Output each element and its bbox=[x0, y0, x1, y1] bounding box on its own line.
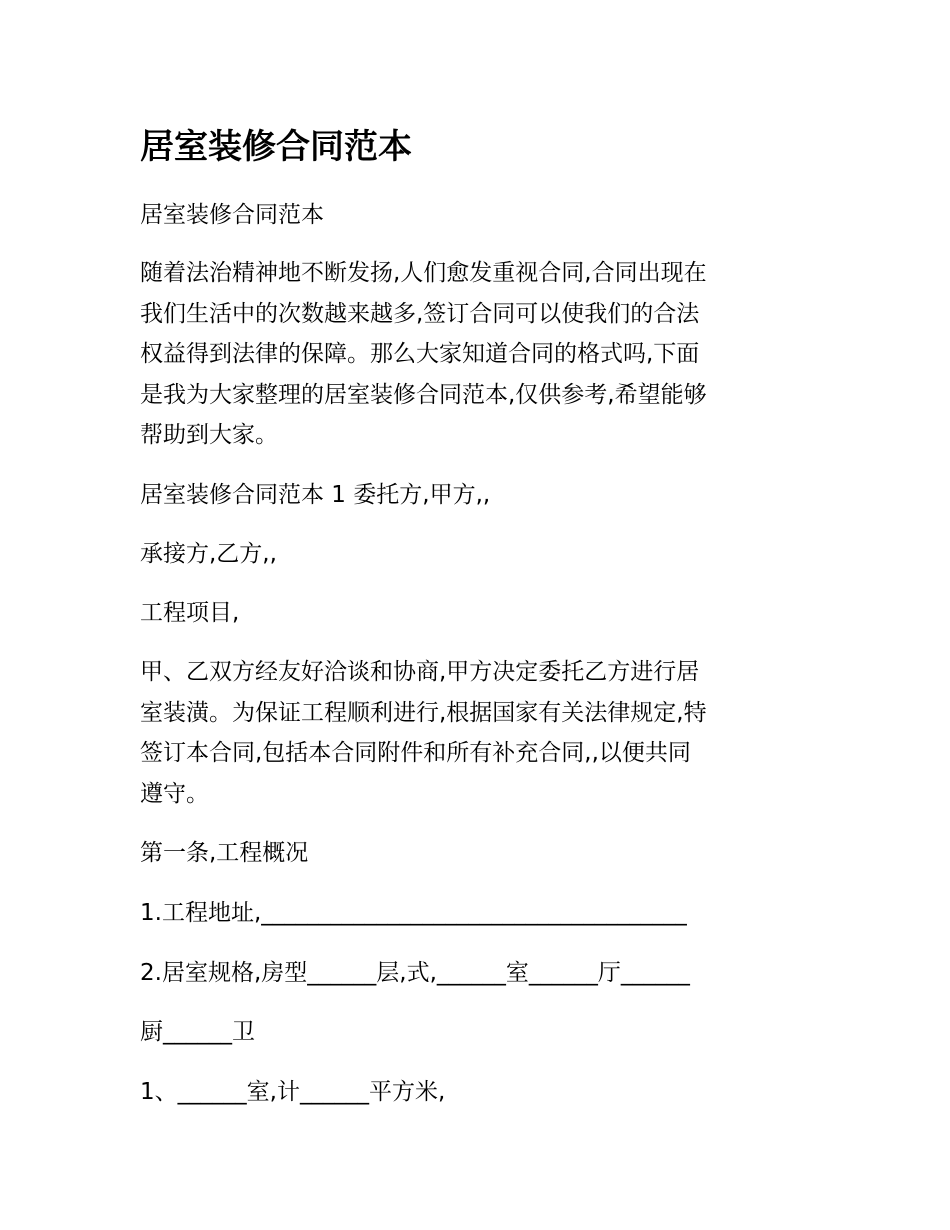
intro-line: 随着法治精神地不断发扬,人们愈发重视合同,合同出现在 bbox=[140, 260, 707, 286]
item-address: 1.工程地址,_____________________________________ bbox=[140, 900, 687, 926]
contractor-line: 承接方,乙方,, bbox=[140, 541, 277, 567]
intro-line: 我们生活中的次数越来越多,签订合同可以使我们的合法 bbox=[140, 300, 700, 327]
intro-line: 是我为大家整理的居室装修合同范本,仅供参考,希望能够 bbox=[140, 381, 707, 408]
intro-paragraph bbox=[140, 253, 810, 456]
item-specs: 2.居室规格,房型______层,式,______室______厅______ bbox=[140, 960, 690, 986]
intro-line: 权益得到法律的保障。那么大家知道合同的格式吗,下面 bbox=[140, 341, 700, 367]
article-one-heading: 第一条,工程概况 bbox=[140, 840, 309, 866]
agreement-line: 室装潢。为保证工程顺利进行,根据国家有关法律规定,特 bbox=[140, 699, 707, 726]
agreement-line: 签订本合同,包括本合同附件和所有补充合同,,以便共同 bbox=[140, 740, 691, 766]
item-specs-continued: 厨______卫 bbox=[140, 1019, 255, 1045]
agreement-paragraph bbox=[140, 652, 810, 814]
item-room: 1、______室,计______平方米, bbox=[140, 1079, 446, 1105]
agreement-line: 甲、乙双方经友好洽谈和协商,甲方决定委托乙方进行居 bbox=[140, 659, 700, 685]
document-subtitle: 居室装修合同范本 bbox=[140, 202, 324, 228]
document-title: 居室装修合同范本 bbox=[140, 127, 412, 167]
intro-line: 帮助到大家。 bbox=[140, 422, 278, 448]
project-line: 工程项目, bbox=[140, 600, 240, 626]
agreement-line: 遵守。 bbox=[140, 780, 209, 807]
contract-header: 居室装修合同范本 1 委托方,甲方,, bbox=[140, 482, 491, 508]
